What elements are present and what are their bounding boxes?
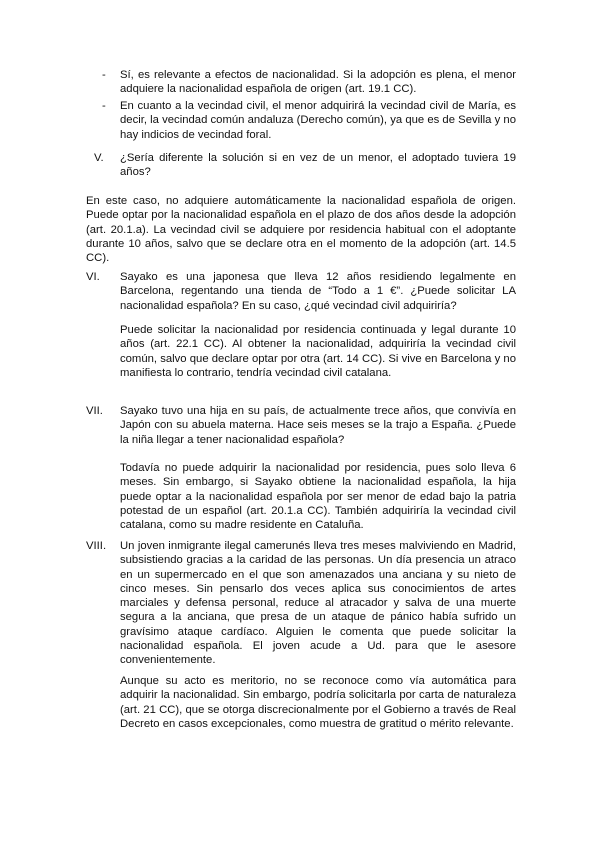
answer-text: Todavía no puede adquirir la nacionalidad por residencia, pues solo lleva 6 meses. Sin embargo, si Sayako obtiene la nacionalidad española, la hija puede optar a la nacionalidad española por ser menor de edad bajo la patria potestad de un español (art. 20.1.a CC). También adquiriría la vecindad civil catalana, como su madre residente en Cataluña. <box>120 462 516 532</box>
question-numeral: VIII. <box>86 540 107 552</box>
bullet-marker: - <box>102 100 106 112</box>
question-text: Sayako es una japonesa que lleva 12 años residiendo legalmente en Barcelona, regentando una tienda de “Todo a 1 €”. ¿Puede solicitar LA nacionalidad española? En su caso, ¿qué vecindad civil adquiriría? <box>120 271 516 312</box>
question-numeral: VI. <box>86 271 100 283</box>
bullet-marker: - <box>102 69 106 81</box>
question-text: Sayako tuvo una hija en su país, de actualmente trece años, que convivía en Japón con su abuela materna. Hace seis meses se la trajo a España. ¿Puede la niña llegar a tener nacionalidad española? <box>120 405 516 446</box>
bullet-item: En cuanto a la vecindad civil, el menor adquirirá la vecindad civil de María, es decir, la vecindad común andaluza (Derecho común), ya que es de Sevilla y no hay indicios de vecindad foral. <box>120 100 516 141</box>
answer-text: Puede solicitar la nacionalidad por residencia continuada y legal durante 10 años (art. 22.1 CC). Al obtener la nacionalidad, adquiriría la vecindad civil común, salvo que declare optar por otra (art. 14 CC). Si vive en Barcelona y no manifiesta lo contrario, tendría vecindad civil catalana. <box>120 324 516 379</box>
bullet-item: Sí, es relevante a efectos de nacionalidad. Si la adopción es plena, el menor adquiere la nacionalidad española de origen (art. 19.1 CC). <box>120 69 516 96</box>
question-text: ¿Sería diferente la solución si en vez de un menor, el adoptado tuviera 19 años? <box>120 152 516 179</box>
answer-text: Aunque su acto es meritorio, no se reconoce como vía automática para adquirir la nacionalidad. Sin embargo, podría solicitarla por carta de naturaleza (art. 21 CC), que se otorga discrecionalmente por el Gobierno a través de Real Decreto en casos excepcionales, como muestra de gratitud o mérito relevante. <box>120 675 516 730</box>
answer-text: En este caso, no adquiere automáticamente la nacionalidad española de origen. Puede optar por la nacionalidad española en el plazo de dos años desde la adopción (art. 20.1.a). La vecindad civil se adquiere por residencia habitual con el adoptante durante 10 años, salvo que se declare otra en el momento de la adopción (art. 14.5 CC). <box>86 195 516 265</box>
question-numeral: V. <box>94 152 104 164</box>
question-numeral: VII. <box>86 405 103 417</box>
question-text: Un joven inmigrante ilegal camerunés lleva tres meses malviviendo en Madrid, subsistiendo gracias a la caridad de las personas. Un día presencia un atraco en un supermercado en el que son amenazados una anciana y su nieto de cinco meses. Sin pensarlo dos veces aplica sus conocimientos de artes marciales y defensa personal, reduce al atracador y salva de una muerte segura a la anciana, que presa de un ataque de pánico había sufrido un gravísimo ataque cardíaco. Alguien le comenta que puede solicitar la nacionalidad española. El joven acude a Ud. para que le asesore convenientemente. <box>120 540 516 667</box>
